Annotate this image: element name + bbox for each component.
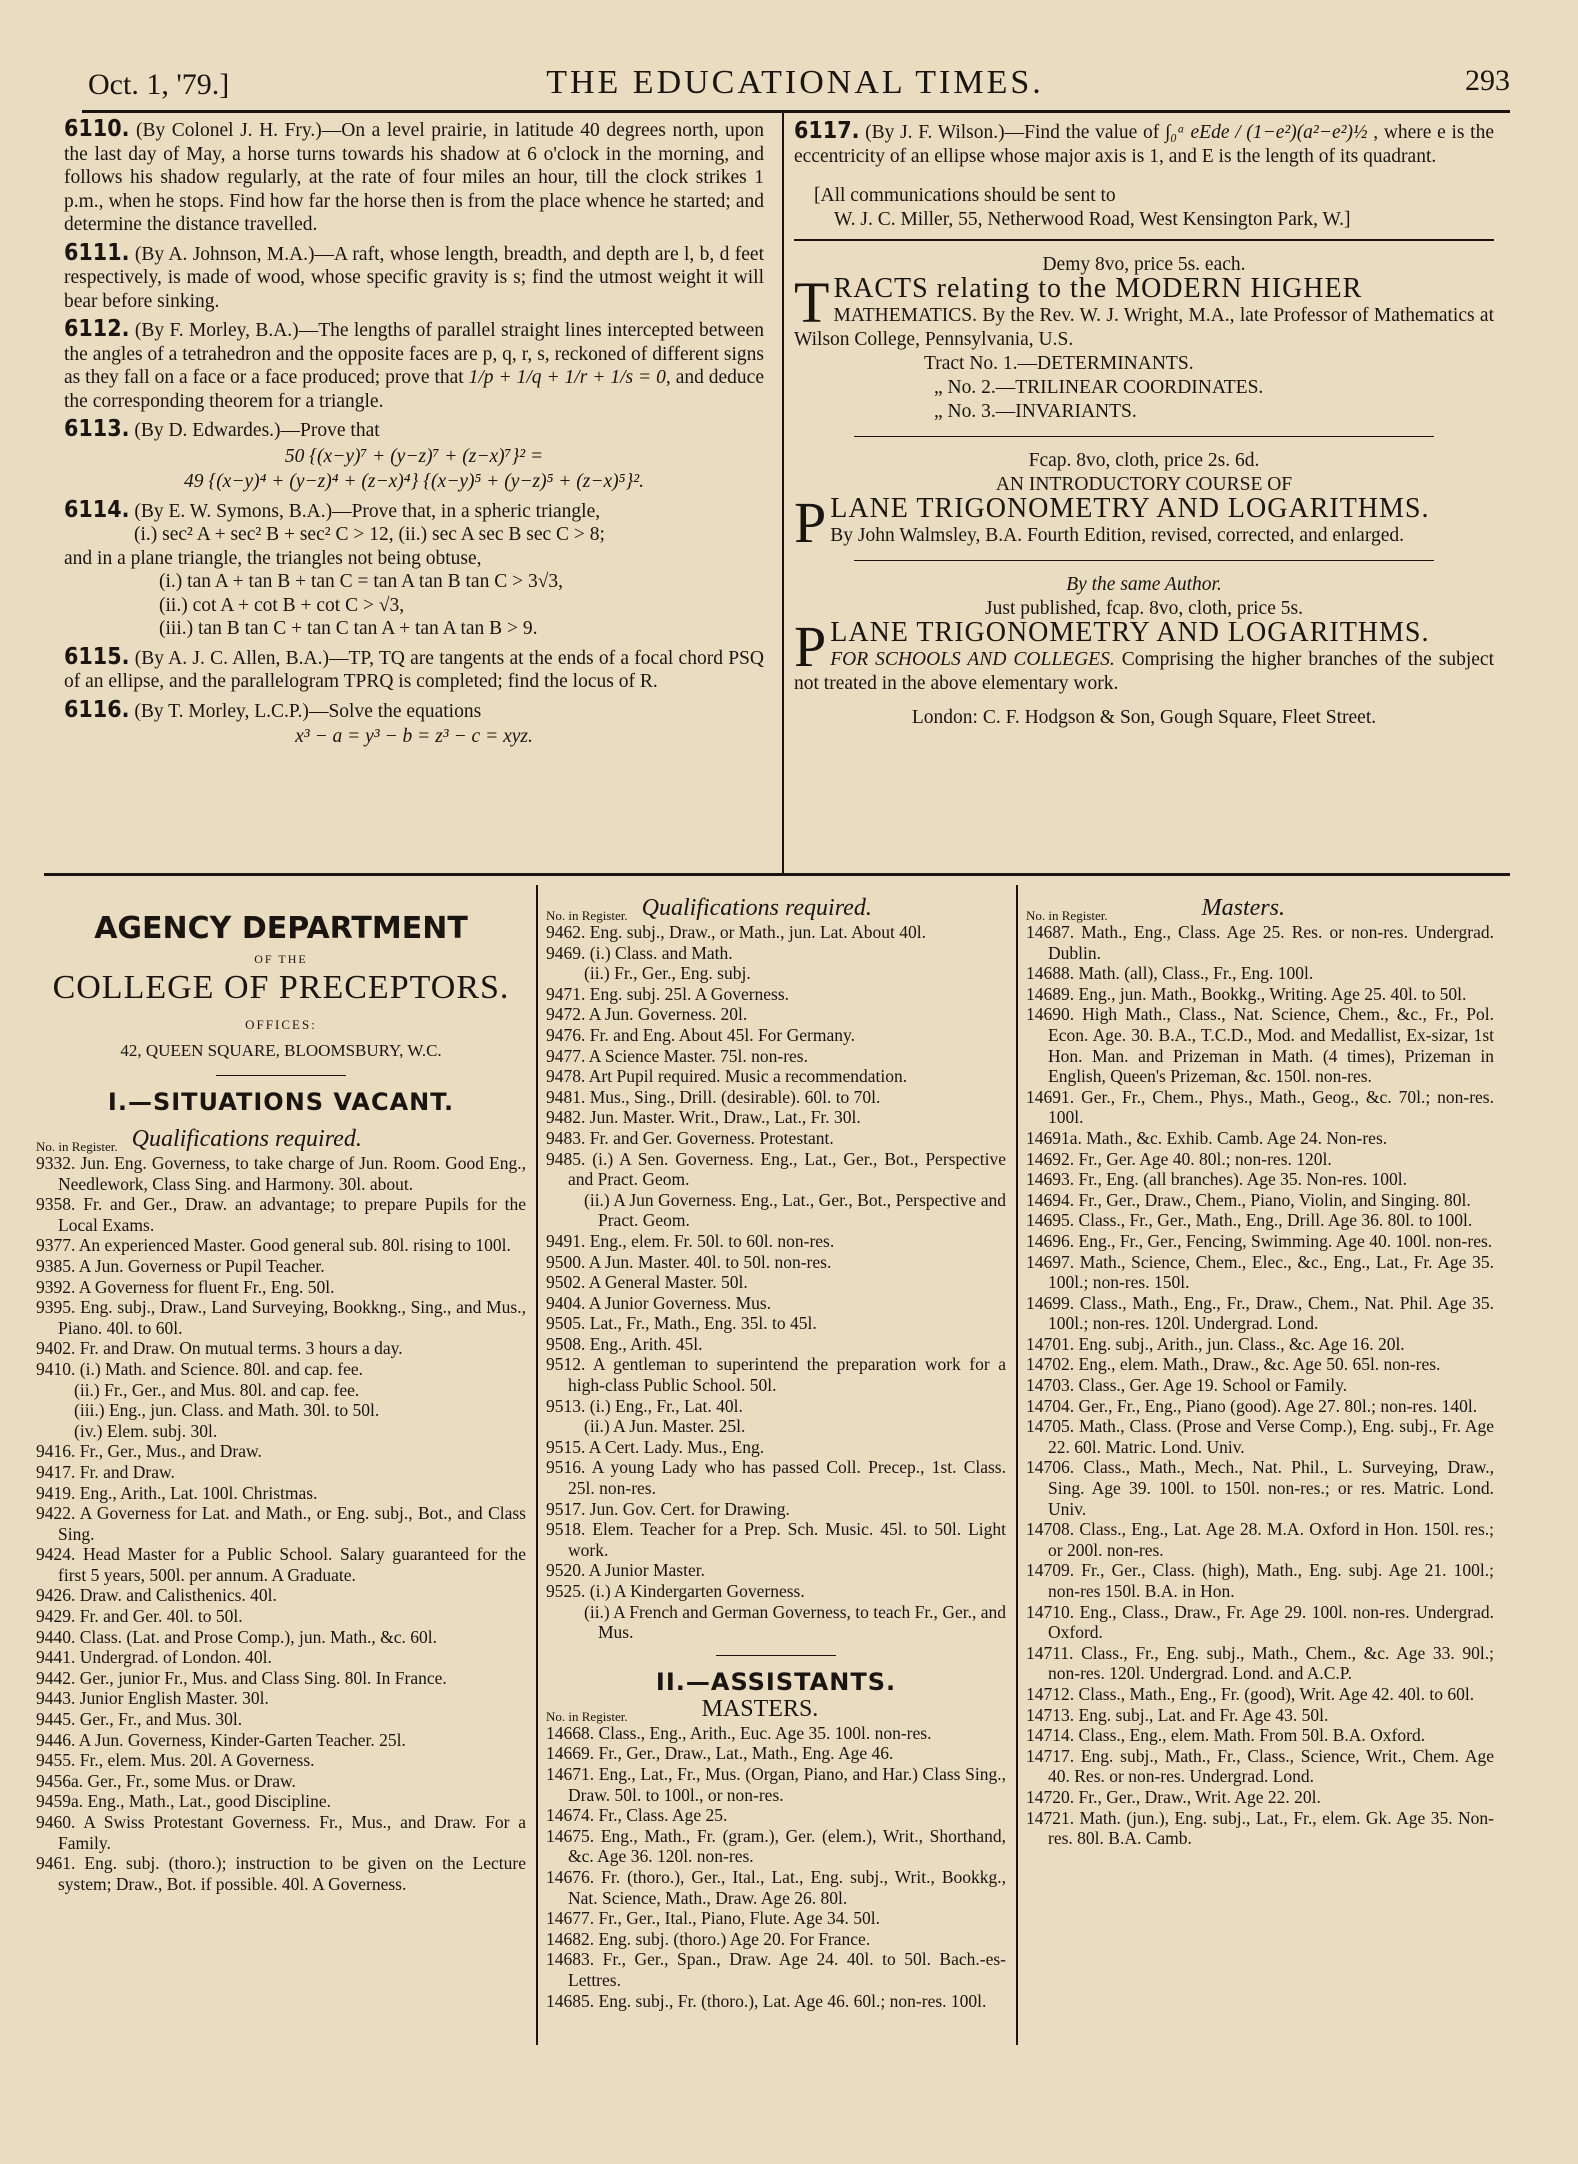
register-entry: 9404. A Junior Governess. Mus. [546, 1292, 772, 1313]
register-entry: 9515. A Cert. Lady. Mus., Eng. [546, 1436, 765, 1457]
ad-tracts: Demy 8vo, price 5s. each. TRACTS relating to the MODERN HIGHER MATHEMATICS. By the Rev. W. J. Wright, M.A., late Professor of Mathematics at Wilson College, Pennsylvania, U.S. Tract No. 1.—DETERMINANTS. „ No. 2.—TRILINEAR COORDINATES. „ No. 3.—INVARIANTS. [794, 254, 1494, 422]
register-entry: 14691a. Math., &c. Exhib. Camb. Age 24. Non-res. [1026, 1127, 1388, 1148]
problems-column [64, 118, 764, 754]
register-entry: 14694. Fr., Ger., Draw., Chem., Piano, Violin, and Singing. 80l. [1026, 1189, 1471, 1210]
register-entry: 9502. A General Master. 50l. [546, 1272, 748, 1293]
problem-6115: 6115. (By A. J. C. Allen, B.A.)—TP, TQ are tangents at the ends of a focal chord PSQ of an ellipse, and the parallelogram TPRQ is completed; find the locus of R. [64, 643, 764, 692]
register-entry: 9392. A Governess for fluent Fr., Eng. 50l. [36, 1276, 335, 1297]
register-entry: 9445. Ger., Fr., and Mus. 30l. [36, 1709, 243, 1730]
column-divider [782, 113, 784, 873]
ad-separator [854, 436, 1434, 437]
register-entry: 9443. Junior English Master. 30l. [36, 1688, 269, 1709]
register-entry: 9505. Lat., Fr., Math., Eng. 35l. to 45l. [546, 1313, 817, 1334]
register-entry: 14699. Class., Math., Eng., Fr., Draw., Chem., Nat. Phil. Age 35. 100l.; non-res. 120l. Undergrad. Lond. [1026, 1292, 1494, 1334]
register-entry: 14677. Fr., Ger., Ital., Piano, Flute. Age 34. 50l. [546, 1908, 880, 1929]
vacancies-list-2 [546, 922, 1006, 1643]
register-entry: 9385. A Jun. Governess or Pupil Teacher. [36, 1255, 325, 1276]
assistants-list [546, 1723, 1006, 2011]
register-entry: 9461. Eng. subj. (thoro.); instruction to be given on the Lecture system; Draw., Bot. if possible. 40l. A Governess. [36, 1853, 526, 1894]
page-header [80, 60, 1510, 108]
register-entry: 14709. Fr., Ger., Class. (high), Math., Eng. subj. Age 21. 100l.; non-res 150l. B.A. in Hon. [1026, 1560, 1494, 1601]
register-entry: 9485. (i.) A Sen. Governess. Eng., Lat., Ger., Bot., Perspective and Pract. Geom. [546, 1148, 1006, 1190]
register-entry: 9402. Fr. and Draw. On mutual terms. 3 hours a day. [36, 1338, 403, 1359]
register-entry: 14695. Class., Fr., Ger., Math., Eng., Drill. Age 36. 80l. to 100l. [1026, 1210, 1473, 1231]
register-entry: 9477. A Science Master. 75l. non-res. [546, 1045, 808, 1066]
register-entry: 9426. Draw. and Calisthenics. 40l. [36, 1585, 277, 1606]
problem-6111: 6111. (By A. Johnson, M.A.)—A raft, whose length, breadth, and depth are l, b, d feet respectively, is made of wood, whose specific gravity is s; find the utmost weight it will bear before sinking. [64, 239, 765, 312]
register-entry: 14706. Class., Math., Mech., Nat. Phil., L. Surveying, Draw., Sing. Age 39. 100l. to 150l. non-res.; or res. Matric. Lond. Univ. [1026, 1457, 1494, 1519]
register-entry: 14687. Math., Eng., Class. Age 25. Res. or non-res. Undergrad. Dublin. [1026, 922, 1494, 963]
register-entry: 9471. Eng. subj. 25l. A Governess. [546, 983, 790, 1004]
ad-separator-2 [854, 560, 1434, 561]
right-column-top [794, 120, 1494, 730]
register-entry: 9476. Fr. and Eng. About 45l. For Germany. [546, 1024, 855, 1045]
register-entry: 14721. Math. (jun.), Eng. subj., Lat., Fr., elem. Gk. Age 35. Non-res. 80l. B.A. Camb. [1026, 1807, 1494, 1849]
register-entry: 9518. Elem. Teacher for a Prep. Sch. Music. 45l. to 50l. Light work. [546, 1519, 1006, 1560]
register-entry: 14696. Eng., Fr., Ger., Fencing, Swimming. Age 40. 100l. non-res. [1026, 1230, 1493, 1251]
agency-column: AGENCY DEPARTMENT OF THE COLLEGE OF PRECEPTORS. OFFICES: 42, QUEEN SQUARE, BLOOMSBURY, W.C. I.—SITUATIONS VACANT. No. in Register. Qualifications required. 9332. Jun. Eng. Governess, to take charge of Jun. Room. Good Eng., Needlework, Class Sing. and Harmony. 30l. about. 9358. Fr. and Ger., Draw. an advantage; to prepare Pupils for the Local Exams. 9377. An experienced Master. Good general sub. 80l. rising to 100l. 9385. A Jun. Governess or Pupil Teacher. 9392. A Governess for fluent Fr., Eng. 50l. 9395. Eng. subj., Draw., Land Surveying, Bookkng., Sing., and Mus., Piano. 40l. to 60l. 9402. Fr. and Draw. On mutual terms. 3 hours a day. 9410. (i.) Math. and Science. 80l. and cap. fee. (ii.) Fr., Ger., and Mus. 80l. and cap. fee. (iii.) Eng., jun. Class. and Math. 30l. to 50l. (iv.) Elem. subj. 30l. 9416. Fr., Ger., Mus., and Draw. 9417. Fr. and Draw. 9419. Eng., Arith., Lat. 100l. Christmas. 9422. A Governess for Lat. and Math., or Eng. subj., Bot., and Class Sing. 9424. Head Master for a Public School. Salary guaranteed for the first 5 years, 500l. per annum. A Graduate. 9426. Draw. and Calisthenics. 40l. 9429. Fr. and Ger. 40l. to 50l. 9440. Class. (Lat. and Prose Comp.), jun. Math., &c. 60l. 9441. Undergrad. of London. 40l. 9442. Ger., junior Fr., Mus. and Class Sing. 80l. In France. 9443. Junior English Master. 30l. 9445. Ger., Fr., and Mus. 30l. 9446. A Jun. Governess, Kinder-Garten Teacher. 25l. 9455. Fr., elem. Mus. 20l. A Governess. 9456a. Ger., Fr., some Mus. or Draw. 9459a. Eng., Math., Lat., good Discipline. 9460. A Swiss Protestant Governess. Fr., Mus., and Draw. For a Family. 9461. Eng. subj. (thoro.); instruction to be given on the Lecture system; Draw., Bot. if possible. 40l. A Governess. [36, 911, 526, 1894]
problem-6113: 6113. (By D. Edwardes.)—Prove that 50 {(x−y)⁷ + (y−z)⁷ + (z−x)⁷}² = 49 {(x−y)⁴ + (y−z)⁴ + (z−x)⁴} {(x−y)⁵ + (y−z)⁵ + (z−x)⁵}². [64, 416, 644, 492]
problem-6110: 6110. (By Colonel J. H. Fry.)—On a level prairie, in latitude 40 degrees north, upon the last day of May, a horse turns towards his shadow at 6 o'clock in the morning, and follows his shadow regularly, at the rate of four miles an hour, till the clock strikes 1 p.m., when he stops. Find how far the horse then is from the place whence he started; and determine the distance travelled. [64, 116, 765, 235]
register-entry: 14710. Eng., Class., Draw., Fr. Age 29. 100l. non-res. Undergrad. Oxford. [1026, 1601, 1494, 1643]
register-entry: 14714. Class., Eng., elem. Math. From 50l. B.A. Oxford. [1026, 1725, 1426, 1746]
masters-list [1026, 922, 1494, 1849]
register-entry: 9358. Fr. and Ger., Draw. an advantage; to prepare Pupils for the Local Exams. [36, 1194, 526, 1235]
register-entry: 9424. Head Master for a Public School. Salary guaranteed for the first 5 years, 500l. per annum. A Graduate. [36, 1544, 526, 1585]
page-number: 293 [1465, 64, 1510, 97]
correspondence-note: [All communications should be sent to W. J. C. Miller, 55, Netherwood Road, West Kensington Park, W.] [814, 185, 1351, 230]
register-entry: 9462. Eng. subj., Draw., or Math., jun. Lat. About 40l. [546, 922, 926, 942]
register-entry: (iv.) Elem. subj. 30l. [74, 1420, 218, 1441]
register-entry: 14712. Class., Math., Eng., Fr. (good), Writ. Age 42. 40l. to 60l. [1026, 1683, 1475, 1704]
register-entry: 9422. A Governess for Lat. and Math., or Eng. subj., Bot., and Class Sing. [36, 1503, 526, 1544]
register-entry: 14675. Eng., Math., Fr. (gram.), Ger. (elem.), Writ., Shorthand, &c. Age 36. 120l. non-res. [546, 1825, 1006, 1867]
register-entry: 9419. Eng., Arith., Lat. 100l. Christmas. [36, 1482, 318, 1503]
register-entry: 9516. A young Lady who has passed Coll. Precep., 1st. Class. 25l. non-res. [546, 1457, 1006, 1499]
register-entry: (ii.) Fr., Ger., Eng. subj. [584, 963, 751, 984]
register-entry: 9456a. Ger., Fr., some Mus. or Draw. [36, 1770, 296, 1791]
register-entry: 14720. Fr., Ger., Draw., Writ. Age 22. 20l. [1026, 1786, 1321, 1807]
register-entry: 14713. Eng. subj., Lat. and Fr. Age 43. 50l. [1026, 1704, 1329, 1725]
register-entry: 14671. Eng., Lat., Fr., Mus. (Organ, Piano, and Har.) Class Sing., Draw. 50l. to 100l., or non-res. [546, 1763, 1006, 1805]
masters-column: No. in Register. Masters. 14687. Math., Eng., Class. Age 25. Res. or non-res. Undergrad. Dublin. 14688. Math. (all), Class., Fr., Eng. 100l. 14689. Eng., jun. Math., Bookkg., Writing. Age 25. 40l. to 50l. 14690. High Math., Class., Nat. Science, Chem., &c., Fr., Pol. Econ. Age. 30. B.A., T.C.D., Mod. and Medallist, Ex-sizar, 1st Hon. Man. and Prizeman in Math. (4 times), Prizeman in English, Queen's Prizeman, &c. 150l. non-res. 14691. Ger., Fr., Chem., Phys., Math., Geog., &c. 70l.; non-res. 100l. 14691a. Math., &c. Exhib. Camb. Age 24. Non-res. 14692. Fr., Ger. Age 40. 80l.; non-res. 120l. 14693. Fr., Eng. (all branches). Age 35. Non-res. 100l. 14694. Fr., Ger., Draw., Chem., Piano, Violin, and Singing. 80l. 14695. Class., Fr., Ger., Math., Eng., Drill. Age 36. 80l. to 100l. 14696. Eng., Fr., Ger., Fencing, Swimming. Age 40. 100l. non-res. 14697. Math., Science, Chem., Elec., &c., Eng., Lat., Fr. Age 35. 100l.; non-res. 150l. 14699. Class., Math., Eng., Fr., Draw., Chem., Nat. Phil. Age 35. 100l.; non-res. 120l. Undergrad. Lond. 14701. Eng. subj., Arith., jun. Class., &c. Age 16. 20l. 14702. Eng., elem. Math., Draw., &c. Age 50. 65l. non-res. 14703. Class., Ger. Age 19. School or Family. 14704. Ger., Fr., Eng., Piano (good). Age 27. 80l.; non-res. 140l. 14705. Math., Class. (Prose and Verse Comp.), Eng. subj., Fr. Age 22. 60l. Matric. Lond. Univ. 14706. Class., Math., Mech., Nat. Phil., L. Surveying, Draw., Sing. Age 39. 100l. to 150l. non-res.; or res. Matric. Lond. Univ. 14708. Class., Eng., Lat. Age 28. M.A. Oxford in Hon. 150l. res.; or 200l. non-res. 14709. Fr., Ger., Class. (high), Math., Eng. subj. Age 21. 100l.; non-res 150l. B.A. in Hon. 14710. Eng., Class., Draw., Fr. Age 29. 100l. non-res. Undergrad. Oxford. 14711. Class., Fr., Eng. subj., Math., Chem., &c. Age 33. 90l.; non-res. 120l. Undergrad. Lond. and A.C.P. 14712. Class., Math., Eng., Fr. (good), Writ. Age 42. 40l. to 60l. 14713. Eng. subj., Lat. and Fr. Age 43. 50l. 14714. Class., Eng., elem. Math. From 50l. B.A. Oxford. 14717. Eng. subj., Math., Fr., Class., Science, Writ., Chem. Age 40. Res. or non-res. Undergrad. Lond. 14720. Fr., Ger., Draw., Writ. Age 22. 20l. 14721. Math. (jun.), Eng. subj., Lat., Fr., elem. Gk. Age 35. Non-res. 80l. B.A. Camb. [1026, 895, 1494, 1849]
register-entry: 14685. Eng. subj., Fr. (thoro.), Lat. Age 46. 60l.; non-res. 100l. [546, 1990, 987, 2011]
problem-6114: 6114. (By E. W. Symons, B.A.)—Prove that, in a spheric triangle, (i.) sec² A + sec² B + sec² C > 12, (ii.) sec A sec B sec C > 8; and in a plane triangle, the triangles not being obtuse, (i.) tan A + tan B + tan C = tan A tan B tan C > 3√3, (ii.) cot A + cot B + cot C > √3, (iii.) tan B tan C + tan C tan A + tan A tan B > 9. [64, 496, 605, 639]
register-entry: 9513. (i.) Eng., Fr., Lat. 40l. [546, 1395, 743, 1416]
register-entry: 9416. Fr., Ger., Mus., and Draw. [36, 1441, 262, 1462]
register-entry: 14701. Eng. subj., Arith., jun. Class., &c. Age 16. 20l. [1026, 1333, 1405, 1354]
register-entry: 14689. Eng., jun. Math., Bookkg., Writing. Age 25. 40l. to 50l. [1026, 983, 1467, 1004]
problem-6116: 6116. (By T. Morley, L.C.P.)—Solve the equations x³ − a = y³ − b = z³ − c = xyz. [64, 696, 533, 747]
vacancies-list-1 [36, 1153, 526, 1894]
register-entry: 9525. (i.) A Kindergarten Governess. [546, 1581, 805, 1601]
register-entry: 9417. Fr. and Draw. [36, 1461, 175, 1482]
register-entry: (ii.) A Jun. Master. 25l. [584, 1416, 746, 1437]
ad-plane-trig-schools: By the same Author. Just published, fcap. 8vo, cloth, price 5s. PLANE TRIGONOMETRY AND LOGARITHMS. FOR SCHOOLS AND COLLEGES. Comprising the higher branches of the subject not treated in the above elementary work. London: C. F. Hodgson & Son, Gough Square, Fleet Street. [794, 574, 1494, 728]
register-entry: 14676. Fr. (thoro.), Ger., Ital., Lat., Eng. subj., Writ., Bookkg., Nat. Science, Math., Draw. Age 26. 80l. [546, 1866, 1006, 1908]
register-entry: 14668. Class., Eng., Arith., Euc. Age 35. 100l. non-res. [546, 1722, 932, 1743]
ad-rule [794, 239, 1494, 241]
register-entry: 9377. An experienced Master. Good general sub. 80l. rising to 100l. [36, 1235, 511, 1256]
journal-title: THE EDUCATIONAL TIMES. [546, 64, 1044, 101]
register-entry: 14705. Math., Class. (Prose and Verse Comp.), Eng. subj., Fr. Age 22. 60l. Matric. Lond. Univ. [1026, 1416, 1494, 1457]
register-entry: 9442. Ger., junior Fr., Mus. and Class Sing. 80l. In France. [36, 1667, 447, 1688]
issue-date: Oct. 1, '79.] [88, 68, 230, 101]
register-entry: 9481. Mus., Sing., Drill. (desirable). 60l. to 70l. [546, 1086, 881, 1107]
ad-plane-trig: Fcap. 8vo, cloth, price 2s. 6d. AN INTRODUCTORY COURSE OF PLANE TRIGONOMETRY AND LOGARITHMS. By John Walmsley, B.A. Fourth Edition, revised, corrected, and enlarged. [794, 450, 1430, 555]
register-entry: (ii.) A French and German Governess, to teach Fr., Ger., and Mus. [584, 1601, 1006, 1643]
register-entry: 9440. Class. (Lat. and Prose Comp.), jun. Math., &c. 60l. [36, 1626, 438, 1647]
register-entry: (iii.) Eng., jun. Class. and Math. 30l. to 50l. [74, 1400, 380, 1421]
vacancies-column-2: No. in Register. Qualifications required. 9462. Eng. subj., Draw., or Math., jun. Lat. About 40l. 9469. (i.) Class. and Math. (ii.) Fr., Ger., Eng. subj. 9471. Eng. subj. 25l. A Governess. 9472. A Jun. Governess. 20l. 9476. Fr. and Eng. About 45l. For Germany. 9477. A Science Master. 75l. non-res. 9478. Art Pupil required. Music a recommendation. 9481. Mus., Sing., Drill. (desirable). 60l. to 70l. 9482. Jun. Master. Writ., Draw., Lat., Fr. 30l. 9483. Fr. and Ger. Governess. Protestant. 9485. (i.) A Sen. Governess. Eng., Lat., Ger., Bot., Perspective and Pract. Geom. (ii.) A Jun Governess. Eng., Lat., Ger., Bot., Perspective and Pract. Geom. 9491. Eng., elem. Fr. 50l. to 60l. non-res. 9500. A Jun. Master. 40l. to 50l. non-res. 9502. A General Master. 50l. 9404. A Junior Governess. Mus. 9505. Lat., Fr., Math., Eng. 35l. to 45l. 9508. Eng., Arith. 45l. 9512. A gentleman to superintend the preparation work for a high-class Public School. 50l. 9513. (i.) Eng., Fr., Lat. 40l. (ii.) A Jun. Master. 25l. 9515. A Cert. Lady. Mus., Eng. 9516. A young Lady who has passed Coll. Precep., 1st. Class. 25l. non-res. 9517. Jun. Gov. Cert. for Drawing. 9518. Elem. Teacher for a Prep. Sch. Music. 45l. to 50l. Light work. 9520. A Junior Master. 9525. (i.) A Kindergarten Governess. (ii.) A French and German Governess, to teach Fr., Ger., and Mus. II.—ASSISTANTS. No. in Register. MASTERS. 14668. Class., Eng., Arith., Euc. Age 35. 100l. non-res. 14669. Fr., Ger., Draw., Lat., Math., Eng. Age 46. 14671. Eng., Lat., Fr., Mus. (Organ, Piano, and Har.) Class Sing., Draw. 50l. to 100l., or non-res. 14674. Fr., Class. Age 25. 14675. Eng., Math., Fr. (gram.), Ger. (elem.), Writ., Shorthand, &c. Age 36. 120l. non-res. 14676. Fr. (thoro.), Ger., Ital., Lat., Eng. subj., Writ., Bookkg., Nat. Science, Math., Draw. Age 26. 80l. 14677. Fr., Ger., Ital., Piano, Flute. Age 34. 50l. 14682. Eng. subj. (thoro.) Age 20. For France. 14683. Fr., Ger., Span., Draw. Age 24. 40l. to 50l. Bach.-es-Lettres. 14685. Eng. subj., Fr. (thoro.), Lat. Age 46. 60l.; non-res. 100l. [546, 895, 1006, 2011]
problem-6117: 6117. (By J. F. Wilson.)—Find the value of ∫₀ᵃ eEde / (1−e²)(a²−e²)½ , where e is the eccentricity of an ellipse whose major axis is 1, and E is the length of its quadrant. [794, 118, 1494, 167]
register-entry: 9459a. Eng., Math., Lat., good Discipline. [36, 1791, 332, 1812]
register-entry: (ii.) A Jun Governess. Eng., Lat., Ger., Bot., Perspective and Pract. Geom. [584, 1189, 1006, 1231]
register-entry: 14704. Ger., Fr., Eng., Piano (good). Age 27. 80l.; non-res. 140l. [1026, 1395, 1478, 1416]
register-entry: 9410. (i.) Math. and Science. 80l. and cap. fee. [36, 1358, 364, 1379]
register-entry: 9500. A Jun. Master. 40l. to 50l. non-res. [546, 1251, 832, 1272]
register-entry: 14690. High Math., Class., Nat. Science, Chem., &c., Fr., Pol. Econ. Age. 30. B.A., T.C.D., Mod. and Medallist, Ex-sizar, 1st Hon. Man. and Prizeman in Math. (4 times), Prizeman in English, Queen's Prizeman, &c. 150l. non-res. [1026, 1004, 1494, 1087]
register-entry: 9395. Eng. subj., Draw., Land Surveying, Bookkng., Sing., and Mus., Piano. 40l. to 60l. [36, 1297, 526, 1338]
register-entry: 14697. Math., Science, Chem., Elec., &c., Eng., Lat., Fr. Age 35. 100l.; non-res. 150l. [1026, 1251, 1494, 1293]
register-entry: 9483. Fr. and Ger. Governess. Protestant. [546, 1127, 834, 1148]
register-entry: 14691. Ger., Fr., Chem., Phys., Math., Geog., &c. 70l.; non-res. 100l. [1026, 1086, 1494, 1128]
section-rule [44, 873, 1510, 876]
register-entry: 9508. Eng., Arith. 45l. [546, 1333, 703, 1354]
register-entry: 9429. Fr. and Ger. 40l. to 50l. [36, 1606, 243, 1627]
register-entry: 9332. Jun. Eng. Governess, to take charge of Jun. Room. Good Eng., Needlework, Class Sing. and Harmony. 30l. about. [36, 1153, 526, 1194]
header-rule [82, 110, 1510, 113]
register-entry: 9472. A Jun. Governess. 20l. [546, 1004, 748, 1025]
register-entry: 14717. Eng. subj., Math., Fr., Class., Science, Writ., Chem. Age 40. Res. or non-res. Undergrad. Lond. [1026, 1745, 1494, 1787]
register-entry: 14711. Class., Fr., Eng. subj., Math., Chem., &c. Age 33. 90l.; non-res. 120l. Undergrad. Lond. and A.C.P. [1026, 1642, 1494, 1684]
register-entry: 14669. Fr., Ger., Draw., Lat., Math., Eng. Age 46. [546, 1743, 894, 1764]
problem-6112: 6112. (By F. Morley, B.A.)—The lengths of parallel straight lines intercepted between the angles of a tetrahedron and the opposite faces are p, q, r, s, reckoned of different signs as they fall on a face or a face produced; prove that 1/p + 1/q + 1/r + 1/s = 0, and deduce the corresponding theorem for a triangle. [64, 316, 764, 412]
agency-heading: AGENCY DEPARTMENT OF THE COLLEGE OF PRECEPTORS. OFFICES: 42, QUEEN SQUARE, BLOOMSBURY, W.C. I.—SITUATIONS VACANT. [52, 911, 510, 1116]
register-entry: 9491. Eng., elem. Fr. 50l. to 60l. non-res. [546, 1230, 835, 1251]
register-entry: 9446. A Jun. Governess, Kinder-Garten Teacher. 25l. [36, 1729, 406, 1750]
register-entry: 14702. Eng., elem. Math., Draw., &c. Age 50. 65l. non-res. [1026, 1354, 1441, 1375]
register-entry: 9512. A gentleman to superintend the preparation work for a high-class Public School. 50l. [546, 1354, 1006, 1396]
register-entry: 14692. Fr., Ger. Age 40. 80l.; non-res. 120l. [1026, 1148, 1332, 1169]
register-entry: 9482. Jun. Master. Writ., Draw., Lat., Fr. 30l. [546, 1107, 861, 1128]
register-entry: (ii.) Fr., Ger., and Mus. 80l. and cap. fee. [74, 1379, 360, 1400]
register-entry: 14683. Fr., Ger., Span., Draw. Age 24. 40l. to 50l. Bach.-es-Lettres. [546, 1949, 1006, 1990]
register-entry: 14688. Math. (all), Class., Fr., Eng. 100l. [1026, 963, 1314, 984]
register-entry: 14682. Eng. subj. (thoro.) Age 20. For France. [546, 1928, 871, 1949]
register-entry: 14703. Class., Ger. Age 19. School or Family. [1026, 1375, 1348, 1396]
register-entry: 9469. (i.) Class. and Math. [546, 942, 733, 963]
register-entry: 9441. Undergrad. of London. 40l. [36, 1647, 272, 1668]
register-entry: 14708. Class., Eng., Lat. Age 28. M.A. Oxford in Hon. 150l. res.; or 200l. non-res. [1026, 1519, 1494, 1560]
column-divider-2 [536, 885, 538, 2045]
register-entry: 9460. A Swiss Protestant Governess. Fr., Mus., and Draw. For a Family. [36, 1812, 526, 1853]
register-entry: 9517. Jun. Gov. Cert. for Drawing. [546, 1498, 790, 1519]
register-entry: 9455. Fr., elem. Mus. 20l. A Governess. [36, 1750, 315, 1771]
register-entry: 9520. A Junior Master. [546, 1560, 705, 1581]
register-entry: 14693. Fr., Eng. (all branches). Age 35. Non-res. 100l. [1026, 1169, 1408, 1190]
column-divider-3 [1016, 885, 1018, 2045]
register-entry: 14674. Fr., Class. Age 25. [546, 1805, 728, 1826]
register-entry: 9478. Art Pupil required. Music a recommendation. [546, 1066, 908, 1087]
